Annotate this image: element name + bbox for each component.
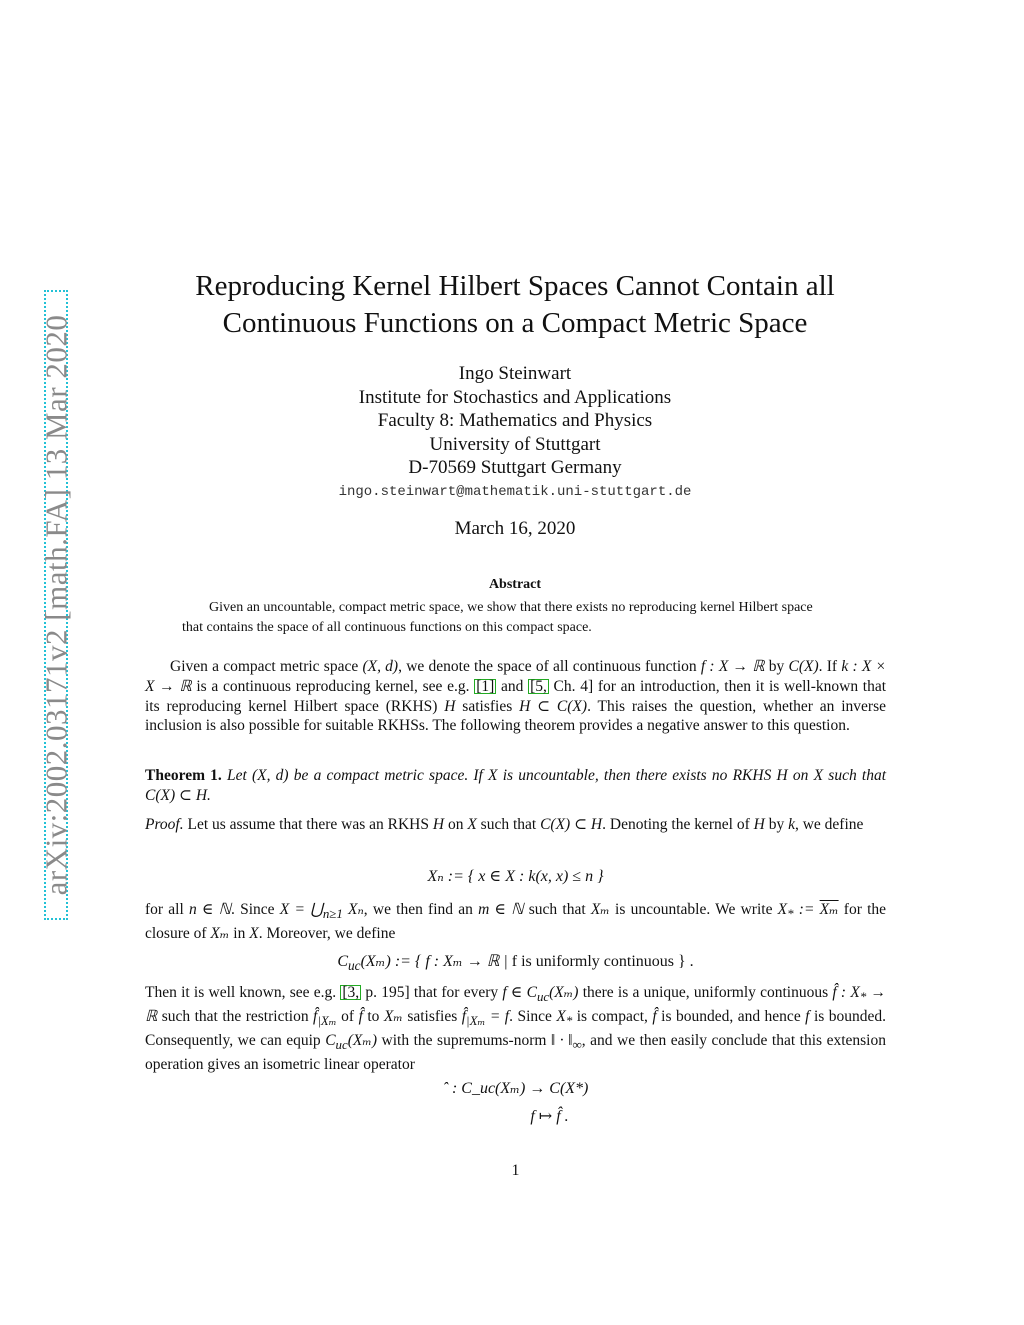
abstract-body [182, 598, 848, 638]
operator-line-2: f ↦ f̂ . [530, 1108, 569, 1125]
arxiv-id[interactable]: arXiv:2002.03171v2 [math.FA] 13 Mar 2020 [38, 314, 73, 896]
equation-xn: Xₙ := { x ∈ X : k(x, x) ≤ n } [427, 868, 604, 885]
paper-title [150, 268, 880, 342]
title-line-2: Continuous Functions on a Compact Metric Space [222, 307, 808, 339]
citation-link[interactable]: [3, [342, 984, 360, 1001]
citation-link[interactable]: [1] [476, 677, 495, 695]
proof-label: Proof. [145, 816, 184, 833]
affiliation-1: Institute for Stochastics and Applications [358, 386, 672, 408]
author-email[interactable]: ingo.steinwart@mathematik.uni-stuttgart.de [338, 484, 692, 500]
affiliation-4: D-70569 Stuttgart Germany [408, 457, 622, 478]
abstract-line-2: that contains the space of all continuous functions on this compact space. [182, 620, 592, 635]
arxiv-sidebar[interactable] [38, 290, 73, 920]
author-name: Ingo Steinwart [458, 363, 572, 384]
affiliation-3: University of Stuttgart [429, 433, 601, 455]
intro-paragraph: Given a compact metric space (X, d), we denote the space of all continuous function f : X → ℝ by C(X). If k : X × X → ℝ is a continuous reproducing kernel, see e.g. [1] and [5, Ch. 4] for an introduction, then it is well-known that its reproducing kernel Hilbert space (RKHS) H satisfies H ⊂ C(X). This raises the question, whether an inverse inclusion is also possible for suitable RKHSs. The following theorem provides a negative answer to this question. [145, 658, 887, 735]
paragraph-closure: for all n ∈ ℕ. Since $X = ⋃_{n\ge 1}$ Xₙ, we then find an m ∈ ℕ such that Xₘ is uncountable. We write $X_*$ := $\overline{X_m}$ for the closure of Xₘ in X. Moreover, we define [145, 901, 887, 942]
abstract-line-1: Given an uncountable, compact metric space, we show that there exists no reproducing kernel Hilbert space [209, 600, 813, 615]
theorem-1: Theorem 1. Let (X, d) be a compact metric space. If X is uncountable, then there exists no RKHS H on X such that C(X) ⊂ H. [145, 767, 886, 804]
page-number: 1 [511, 1162, 520, 1179]
operator-line-1: ˆ : C_uc(Xₘ) → C(X*) [442, 1080, 589, 1097]
paragraph-extension: Then it is well known, see e.g. [3, p. 195] that for every f ∈ $C_{uc}(X_m)$ there is a unique, uniformly continuous f̂ : $X_*$ → ℝ such that the restriction $f̂_{|X_m}$ of f̂ to Xₘ satisfies $f̂_{|X_m} = f$. Since $X_*$ is compact, f̂ is bounded, and hence f is bounded. Consequently, we can equip $C_{uc}(X_m)$ with the supremums-norm ‖ · $‖_\infty$, and we then easily conclude that this extension operation gives an isometric linear operator [145, 984, 887, 1073]
title-line-1: Reproducing Kernel Hilbert Spaces Cannot Contain all [195, 270, 835, 302]
citation-link[interactable]: [5, [530, 677, 547, 695]
paper-date: March 16, 2020 [454, 518, 576, 539]
proof-paragraph: Proof. Let us assume that there was an RKHS H on X such that C(X) ⊂ H. Denoting the kernel of H by k, we define [145, 816, 864, 833]
affiliation-2: Faculty 8: Mathematics and Physics [377, 410, 653, 431]
abstract-heading: Abstract [488, 577, 542, 592]
equation-cuc: $C_{uc}(X_m)$ := { f : Xₘ → ℝ | f is uniformly continuous } . [337, 953, 694, 974]
theorem-label: Theorem 1. [145, 767, 222, 784]
author-block [250, 362, 780, 480]
equation-operator [145, 1075, 886, 1131]
